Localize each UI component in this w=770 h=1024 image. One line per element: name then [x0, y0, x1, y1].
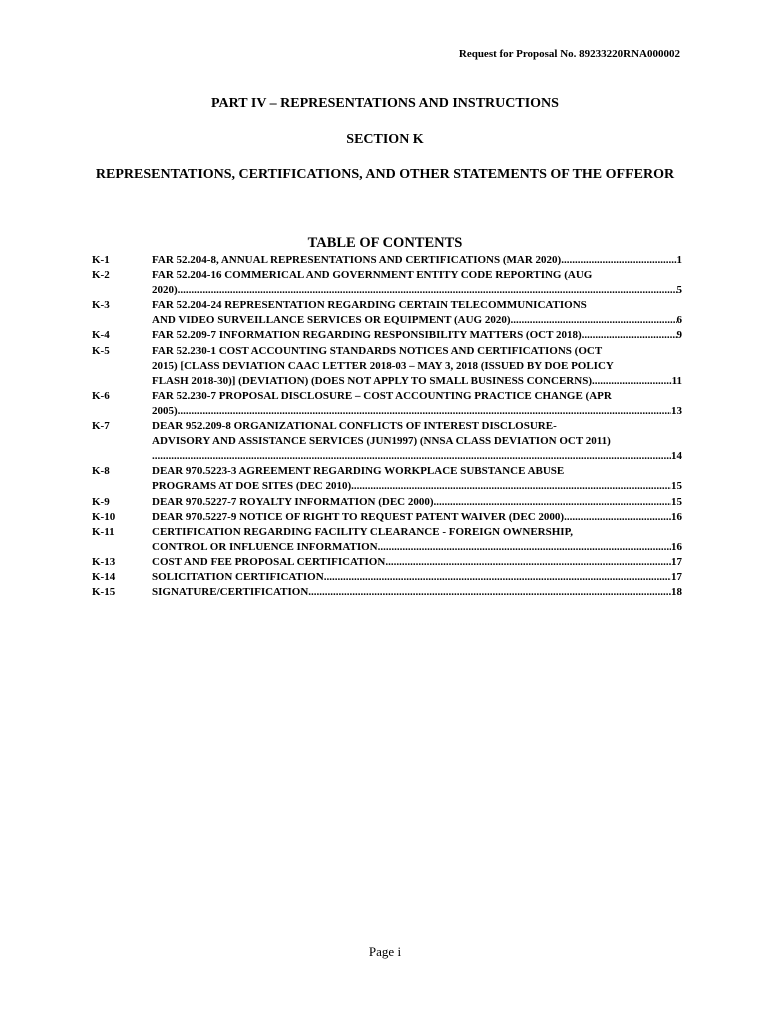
toc-entry-leader-line [152, 479, 682, 494]
dot-leader [434, 495, 671, 510]
toc-entry[interactable] [92, 464, 682, 494]
toc-entry[interactable] [92, 268, 682, 298]
toc-entry-leader-line [152, 510, 682, 525]
toc-page-number: 16 [671, 540, 682, 553]
toc-entry-title: AND VIDEO SURVEILLANCE SERVICES OR EQUIPMENT (AUG 2020) [152, 314, 511, 327]
toc-entry-leader-line [152, 253, 682, 268]
toc-entry[interactable] [92, 585, 682, 600]
toc-entry-number: K-13 [92, 555, 116, 568]
dot-leader [324, 570, 671, 585]
rfp-reference-header: Request for Proposal No. 89233220RNA000002 [458, 48, 680, 60]
toc-page-number: 15 [671, 480, 682, 493]
toc-page-number: 6 [676, 314, 682, 327]
toc-entry-number: K-14 [92, 570, 116, 583]
toc-page-number: 17 [671, 555, 682, 568]
toc-entry-leader-line [152, 570, 682, 585]
toc-entry-number: K-15 [92, 586, 116, 599]
toc-entry-title: FLASH 2018-30)] (DEVIATION) (DOES NOT APPLY TO SMALL BUSINESS CONCERNS) [152, 374, 592, 387]
toc-entry-title: SIGNATURE/CERTIFICATION [152, 586, 309, 599]
toc-entry-title-line: DEAR 970.5223-3 AGREEMENT REGARDING WORKPLACE SUBSTANCE ABUSE [152, 465, 565, 478]
toc-entry[interactable] [92, 344, 682, 389]
toc-entry-leader-line [152, 555, 682, 570]
toc-entry[interactable] [92, 328, 682, 343]
toc-entry[interactable] [92, 298, 682, 328]
toc-entry-title: DEAR 970.5227-7 ROYALTY INFORMATION (DEC 2000) [152, 495, 434, 508]
toc-entry-title-line: FAR 52.204-24 REPRESENTATION REGARDING CERTAIN TELECOMMUNICATIONS [152, 299, 587, 312]
toc-entry-body [152, 389, 682, 419]
section-title: REPRESENTATIONS, CERTIFICATIONS, AND OTHER STATEMENTS OF THE OFFEROR [95, 167, 675, 182]
toc-entry-leader-line [152, 313, 682, 328]
toc-entry[interactable] [92, 510, 682, 525]
toc-entry[interactable] [92, 253, 682, 268]
toc-entry-title-line: 2015) [CLASS DEVIATION CAAC LETTER 2018-03 – MAY 3, 2018 (ISSUED BY DOE POLICY [152, 359, 614, 372]
toc-entry-title: 2005) [152, 404, 178, 417]
toc-entry-body [152, 555, 682, 570]
toc-entry-title: SOLICITATION CERTIFICATION [152, 570, 324, 583]
toc-entry-body [152, 298, 682, 328]
toc-entry-leader-line [152, 495, 682, 510]
dot-leader [561, 253, 676, 268]
toc-entry-body [152, 419, 682, 464]
toc-page-number: 14 [671, 450, 682, 463]
toc-entry-title: 2020) [152, 284, 178, 297]
toc-page-number: 16 [671, 510, 682, 523]
toc-entry-leader-line [152, 404, 682, 419]
dot-leader [582, 328, 677, 343]
dot-leader [385, 555, 671, 570]
dot-leader [178, 404, 671, 419]
toc-entry-body [152, 510, 682, 525]
toc-page-number: 17 [671, 570, 682, 583]
section-heading: SECTION K [346, 132, 424, 147]
toc-entry-leader-line [152, 328, 682, 343]
toc-page-number: 11 [671, 374, 682, 387]
toc-entry-body [152, 464, 682, 494]
toc-entry-body [152, 268, 682, 298]
toc-entry-number: K-4 [92, 329, 110, 342]
toc-entry-number: K-10 [92, 510, 116, 523]
toc-entry-title-line: ADVISORY AND ASSISTANCE SERVICES (JUN1997) (NNSA CLASS DEVIATION OCT 2011) [152, 435, 611, 448]
toc-entry[interactable] [92, 570, 682, 585]
toc-entry-number: K-3 [92, 299, 110, 312]
toc-entry-leader-line [152, 374, 682, 389]
toc-entry-title-line: FAR 52.230-7 PROPOSAL DISCLOSURE – COST ACCOUNTING PRACTICE CHANGE (APR [152, 389, 612, 402]
toc-entry-body [152, 253, 682, 268]
toc-entry-title-line: FAR 52.230-1 COST ACCOUNTING STANDARDS NOTICES AND CERTIFICATIONS (OCT [152, 344, 603, 357]
toc-entry-body [152, 570, 682, 585]
toc-entry-leader-line [152, 449, 682, 464]
dot-leader [178, 283, 677, 298]
toc-entry-leader-line [152, 540, 682, 555]
toc-page-number: 1 [676, 254, 682, 266]
table-of-contents [92, 253, 682, 600]
toc-page-number: 15 [671, 495, 682, 508]
toc-entry-leader-line [152, 585, 682, 600]
toc-entry-title-line: DEAR 952.209-8 ORGANIZATIONAL CONFLICTS OF INTEREST DISCLOSURE- [152, 420, 557, 433]
toc-entry-body [152, 344, 682, 389]
toc-entry-number: K-5 [92, 344, 110, 357]
toc-entry-body [152, 328, 682, 343]
toc-entry[interactable] [92, 389, 682, 419]
toc-entry-title: COST AND FEE PROPOSAL CERTIFICATION [152, 555, 386, 568]
toc-entry-body [152, 525, 682, 555]
toc-entry-number: K-11 [92, 525, 115, 538]
toc-entry-number: K-8 [92, 465, 110, 478]
toc-entry-number: K-6 [92, 389, 110, 402]
toc-entry-body [152, 495, 682, 510]
dot-leader [152, 449, 671, 464]
toc-entry-title: FAR 52.204-8, ANNUAL REPRESENTATIONS AND CERTIFICATIONS (MAR 2020) [152, 254, 562, 266]
toc-entry-title-line: FAR 52.204-16 COMMERICAL AND GOVERNMENT ENTITY CODE REPORTING (AUG [152, 269, 593, 282]
toc-entry-number: K-1 [92, 254, 110, 266]
dot-leader [351, 479, 671, 494]
dot-leader [564, 510, 671, 525]
toc-entry-title: FAR 52.209-7 INFORMATION REGARDING RESPONSIBILITY MATTERS (OCT 2018) [152, 329, 582, 342]
toc-entry-body [152, 585, 682, 600]
dot-leader [592, 374, 672, 389]
toc-entry[interactable] [92, 419, 682, 464]
toc-entry-leader-line [152, 283, 682, 298]
part-heading: PART IV – REPRESENTATIONS AND INSTRUCTIONS [211, 96, 559, 111]
toc-entry[interactable] [92, 555, 682, 570]
page-number: Page i [368, 944, 402, 959]
dot-leader [308, 585, 671, 600]
dot-leader [511, 313, 677, 328]
toc-page-number: 13 [671, 404, 682, 417]
toc-entry-number: K-2 [92, 269, 110, 282]
toc-page-number: 18 [671, 586, 682, 599]
dot-leader [378, 540, 671, 555]
toc-entry-title: PROGRAMS AT DOE SITES (DEC 2010) [152, 480, 352, 493]
toc-entry[interactable] [92, 525, 682, 555]
toc-page-number: 9 [676, 329, 682, 342]
toc-entry-title: CONTROL OR INFLUENCE INFORMATION [152, 540, 378, 553]
toc-entry-number: K-9 [92, 495, 110, 508]
toc-entry[interactable] [92, 495, 682, 510]
toc-entry-title: DEAR 970.5227-9 NOTICE OF RIGHT TO REQUEST PATENT WAIVER (DEC 2000) [152, 510, 565, 523]
toc-page-number: 5 [676, 284, 682, 297]
toc-entry-title-line: CERTIFICATION REGARDING FACILITY CLEARANCE - FOREIGN OWNERSHIP, [152, 525, 574, 538]
toc-entry-number: K-7 [92, 420, 110, 433]
toc-heading: TABLE OF CONTENTS [307, 235, 463, 251]
